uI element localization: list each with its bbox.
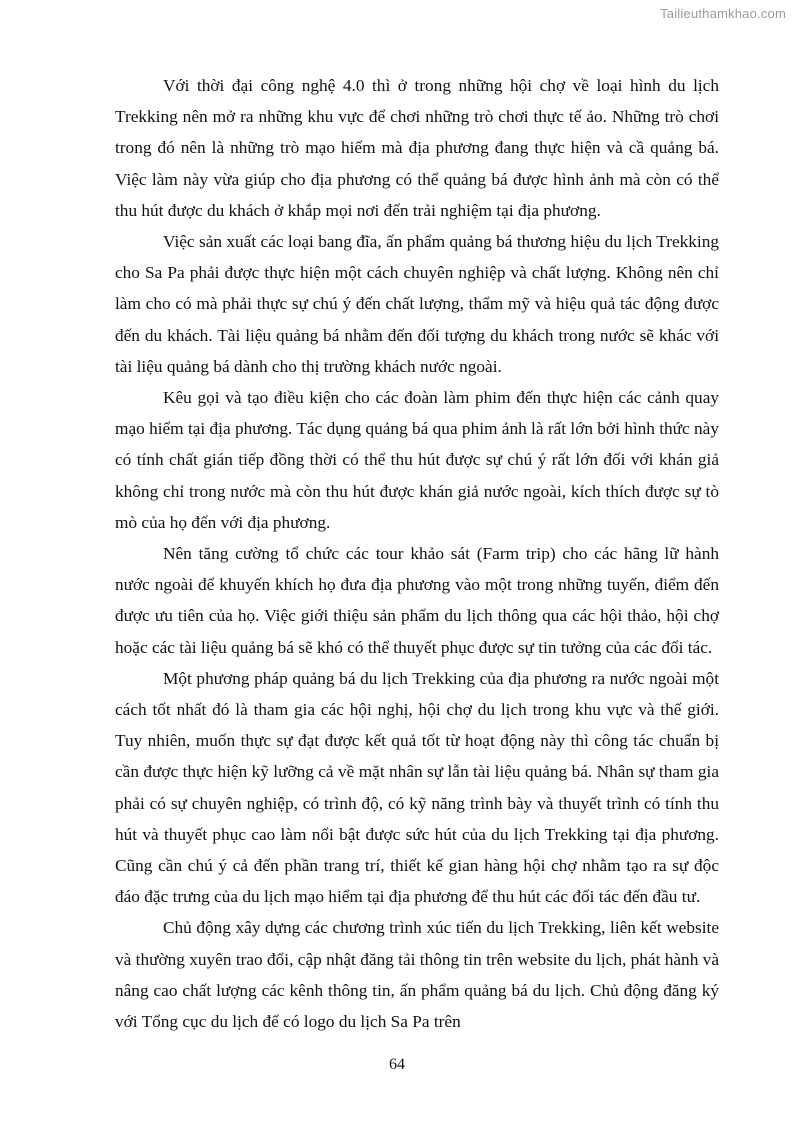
page-body	[115, 70, 719, 1037]
watermark: Tailieuthamkhao.com	[660, 6, 786, 21]
paragraph-6: Chủ động xây dựng các chương trình xúc tiến du lịch Trekking, liên kết website và thường xuyên trao đổi, cập nhật đăng tải thông tin trên website du lịch, phát hành và nâng cao chất lượng các kênh thông tin, ấn phẩm quảng bá du lịch. Chủ động đăng ký với Tổng cục du lịch để có logo du lịch Sa Pa trên	[115, 918, 719, 1032]
page-number: 64	[389, 1056, 405, 1073]
paragraph-5: Một phương pháp quảng bá du lịch Trekking của địa phương ra nước ngoài một cách tốt nhất đó là tham gia các hội nghị, hội chợ du lịch trong khu vực và thế giới. Tuy nhiên, muốn thực sự đạt được kết quả tốt từ hoạt động này thì công tác chuẩn bị cần được thực hiện kỹ lưỡng cả về mặt nhân sự lẫn tài liệu quảng bá. Nhân sự tham gia phải có sự chuyên nghiệp, có trình độ, có kỹ năng trình bày và thuyết trình có tính thu hút và thuyết phục cao làm nổi bật được sức hút của du lịch Trekking tại địa phương. Cũng cần chú ý cả đến phần trang trí, thiết kế gian hàng hội chợ nhằm tạo ra sự độc đáo đặc trưng của du lịch mạo hiểm tại địa phương để thu hút các đối tác đến đầu tư.	[115, 668, 719, 907]
paragraph-2: Việc sản xuất các loại bang đĩa, ấn phẩm quảng bá thương hiệu du lịch Trekking cho Sa Pa phải được thực hiện một cách chuyên nghiệp và chất lượng. Không nên chỉ làm cho có mà phải thực sự chú ý đến chất lượng, thẩm mỹ và hiệu quả tác động được đến du khách. Tài liệu quảng bá nhằm đến đối tượng du khách trong nước sẽ khác với tài liệu quảng bá dành cho thị trường khách nước ngoài.	[115, 232, 719, 376]
paragraph-3: Kêu gọi và tạo điều kiện cho các đoàn làm phim đến thực hiện các cảnh quay mạo hiểm tại địa phương. Tác dụng quảng bá qua phim ảnh là rất lớn bởi hình thức này có tính chất gián tiếp đồng thời có thể thu hút được sự chú ý rất lớn đối với khán giả không chỉ trong nước mà còn thu hút được khán giả nước ngoài, kích thích được sự tò mò của họ đến với địa phương.	[115, 388, 719, 532]
paragraph-1: Với thời đại công nghệ 4.0 thì ở trong những hội chợ về loại hình du lịch Trekking nên mở ra những khu vực để chơi những trò chơi thực tế ảo. Những trò chơi trong đó nên là những trò mạo hiểm mà địa phương đang thực hiện và cầ quảng bá. Việc làm này vừa giúp cho địa phương có thể quảng bá được hình ảnh mà còn có thể thu hút được du khách ở khắp mọi nơi đến trải nghiệm tại địa phương.	[115, 76, 719, 220]
paragraph-4: Nên tăng cường tổ chức các tour khảo sát (Farm trip) cho các hãng lữ hành nước ngoài để khuyến khích họ đưa địa phương vào một trong những tuyến, điểm đến được ưu tiên của họ. Việc giới thiệu sản phẩm du lịch thông qua các hội thảo, hội chợ hoặc các tài liệu quảng bá sẽ khó có thể thuyết phục được sự tin tưởng của các đối tác.	[115, 544, 719, 657]
